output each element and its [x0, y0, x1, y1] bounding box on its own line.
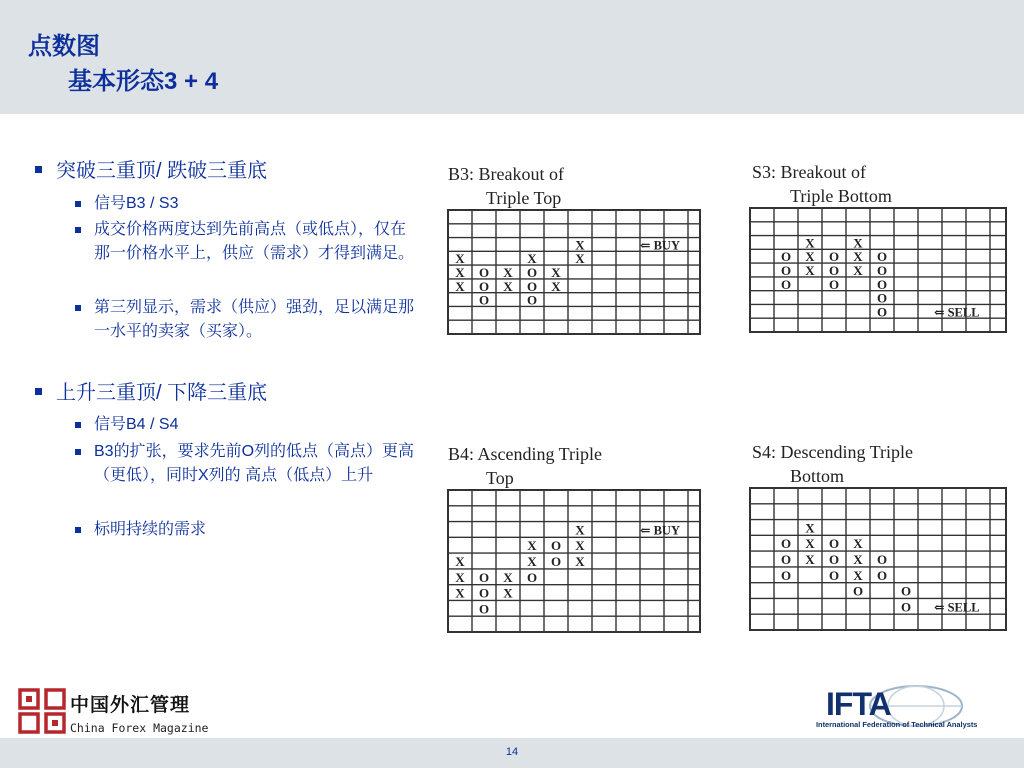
cfm-name-cn: 中国外汇管理 — [70, 694, 191, 716]
x-mark: X — [455, 554, 465, 569]
o-mark: O — [828, 249, 840, 265]
figure-title-line1: S3: Breakout of — [752, 162, 866, 182]
o-mark: O — [780, 552, 792, 567]
bullet-square-icon — [75, 422, 81, 428]
o-mark: O — [526, 292, 538, 308]
x-mark: X — [853, 567, 863, 583]
x-mark: X — [853, 536, 863, 552]
bullet-square-icon — [35, 388, 42, 395]
ifta-wordmark: IFTA — [826, 686, 891, 722]
cfm-emblem-icon — [18, 688, 70, 734]
bullet-square-icon — [75, 527, 81, 533]
pf-chart-b4 — [440, 438, 710, 638]
x-mark: X — [575, 251, 585, 267]
bullet-square-icon — [35, 166, 42, 173]
x-mark: X — [527, 554, 537, 569]
x-mark: X — [805, 263, 815, 278]
o-mark: O — [900, 599, 912, 615]
x-mark: X — [551, 278, 561, 294]
x-mark: X — [455, 278, 465, 294]
figure-s4 — [742, 436, 1012, 641]
bullet-square-icon — [75, 305, 81, 311]
figure-title-line2: Triple Top — [486, 188, 562, 208]
figure-b4 — [440, 438, 710, 643]
x-mark: X — [575, 237, 585, 253]
x-mark: X — [575, 538, 585, 554]
section2-item-2: B3的扩张，要求先前O列的低点（高点）更高（更低），同时X列的 高点（低点）上升 — [78, 440, 416, 488]
o-mark: O — [780, 249, 792, 265]
figure-title-line2: Top — [486, 468, 514, 488]
signal-label: ⇐ SELL — [934, 600, 980, 615]
x-mark: X — [455, 585, 465, 601]
page-title: 点数图 — [28, 33, 100, 60]
header-band — [0, 0, 1024, 114]
o-mark: O — [780, 263, 792, 278]
figure-title-line2: Bottom — [790, 466, 845, 486]
o-mark: O — [876, 567, 888, 583]
x-mark: X — [503, 569, 513, 585]
figure-title-line2: Triple Bottom — [790, 186, 892, 206]
page-subtitle: 基本形态3 + 4 — [68, 68, 219, 95]
o-mark: O — [478, 569, 490, 585]
x-mark: X — [853, 552, 863, 567]
section1-item-2: 成交价格两度达到先前高点（或低点），仅在那一价格水平上，供应（需求）才得到满足。 — [78, 218, 416, 266]
o-mark: O — [876, 552, 888, 567]
figure-title-line1: S4: Descending Triple — [752, 442, 914, 462]
x-mark: X — [455, 251, 465, 267]
x-mark: X — [575, 522, 585, 538]
cfm-wordmark — [70, 690, 208, 735]
o-mark: O — [852, 583, 864, 599]
o-mark: O — [828, 536, 840, 552]
pf-chart-s3 — [742, 156, 1012, 338]
o-mark: O — [876, 290, 888, 306]
signal-label: ⇐ BUY — [640, 523, 680, 538]
x-mark: X — [805, 552, 815, 567]
section2-item-3: 标明持续的需求 — [78, 518, 416, 542]
o-mark: O — [478, 292, 490, 308]
x-mark: X — [805, 235, 815, 251]
footer-band — [0, 738, 1024, 768]
signal-label: ⇐ BUY — [640, 238, 680, 253]
o-mark: O — [828, 276, 840, 292]
x-mark: X — [805, 536, 815, 552]
x-mark: X — [853, 263, 863, 278]
o-mark: O — [828, 567, 840, 583]
x-mark: X — [527, 251, 537, 267]
o-mark: O — [550, 554, 562, 569]
x-mark: X — [853, 235, 863, 251]
x-mark: X — [527, 538, 537, 554]
o-mark: O — [900, 583, 912, 599]
ifta-fullname: International Federation of Technical Analysts — [816, 720, 978, 729]
section1-item-3: 第三列显示，需求（供应）强劲，足以满足那一水平的卖家（买家）。 — [78, 296, 416, 344]
figure-s3 — [742, 156, 1012, 343]
section1-item-1: 信号B3 / S3 — [78, 192, 416, 216]
o-mark: O — [876, 276, 888, 292]
section2-item-1: 信号B4 / S4 — [78, 413, 416, 437]
x-mark: X — [805, 520, 815, 536]
o-mark: O — [828, 263, 840, 278]
section1-heading: 突破三重顶/ 跌破三重底 — [38, 158, 418, 184]
o-mark: O — [876, 304, 888, 320]
figure-title-line1: B4: Ascending Triple — [448, 444, 603, 464]
cfm-name-en: China Forex Magazine — [70, 721, 209, 735]
bullet-square-icon — [75, 227, 81, 233]
o-mark: O — [550, 538, 562, 554]
x-mark: X — [503, 265, 513, 280]
x-mark: X — [455, 569, 465, 585]
pf-chart-s4 — [742, 436, 1012, 636]
o-mark: O — [526, 569, 538, 585]
pf-chart-b3 — [440, 158, 710, 340]
x-mark: X — [805, 249, 815, 265]
o-mark: O — [876, 263, 888, 278]
o-mark: O — [780, 276, 792, 292]
x-mark: X — [551, 265, 561, 280]
o-mark: O — [478, 585, 490, 601]
x-mark: X — [503, 585, 513, 601]
x-mark: X — [455, 265, 465, 280]
o-mark: O — [478, 265, 490, 280]
o-mark: O — [828, 552, 840, 567]
x-mark: X — [503, 278, 513, 294]
figure-b3 — [440, 158, 710, 345]
figure-title-line1: B3: Breakout of — [448, 164, 564, 184]
o-mark: O — [478, 278, 490, 294]
section2-heading: 上升三重顶/ 下降三重底 — [38, 380, 418, 406]
bullet-square-icon — [75, 449, 81, 455]
signal-label: ⇐ SELL — [934, 305, 980, 320]
o-mark: O — [780, 536, 792, 552]
o-mark: O — [478, 601, 490, 617]
x-mark: X — [575, 554, 585, 569]
o-mark: O — [526, 265, 538, 280]
x-mark: X — [853, 249, 863, 265]
bullet-square-icon — [75, 201, 81, 207]
o-mark: O — [526, 278, 538, 294]
page-number: 14 — [505, 746, 519, 758]
o-mark: O — [780, 567, 792, 583]
o-mark: O — [876, 249, 888, 265]
